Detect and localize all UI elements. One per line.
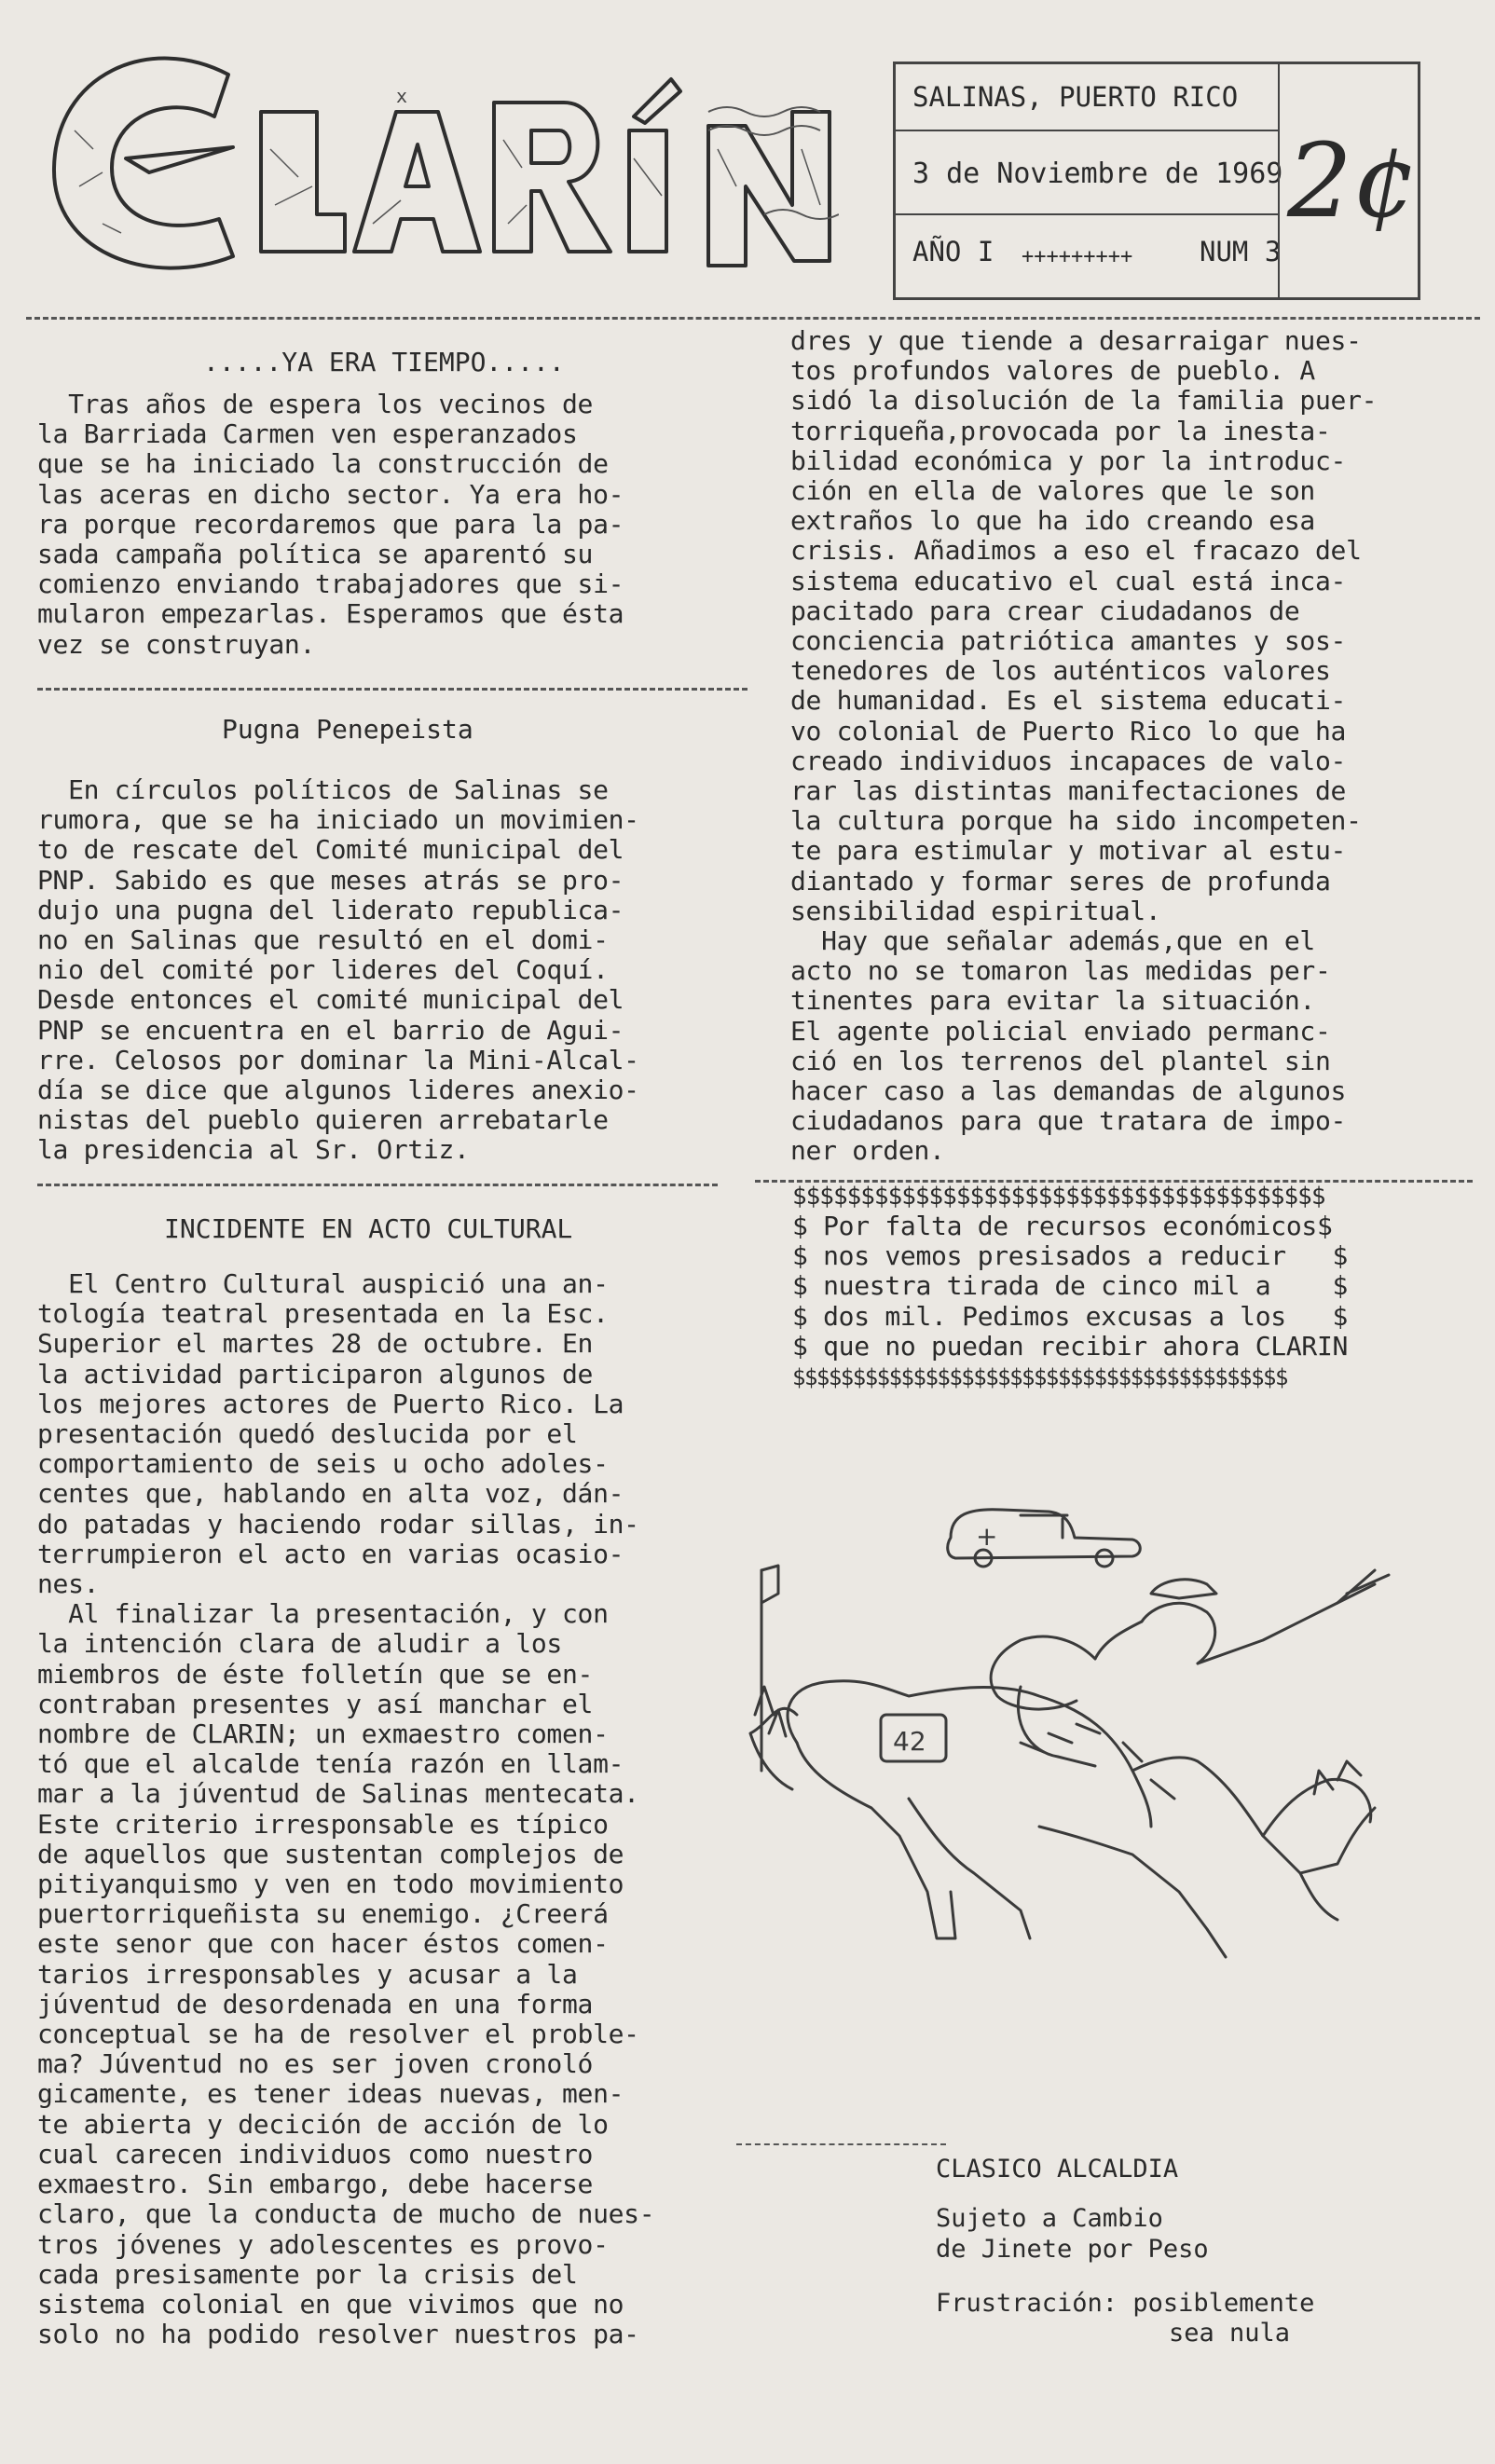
- svg-text:x: x: [396, 85, 408, 107]
- article3-heading: INCIDENTE EN ACTO CULTURAL: [164, 1213, 573, 1244]
- cartoon-caption-line: sea nula: [1169, 2319, 1291, 2348]
- date-box-divider: [896, 213, 1278, 215]
- date-box-divider: [896, 130, 1278, 131]
- masthead-separator: +++++++++: [1022, 245, 1133, 268]
- article1-body: Tras años de espera los vecinos de la Barriada Carmen ven esperanzados que se ha iniciado la construcción de las aceras en dicho sector. Ya era ho- ra porque recordaremos que para la pa- sada campaña política se aparentó su comienzo enviando trabajadores que si- mularon empezarlas. Esperamos que ésta vez se construyan.: [37, 389, 624, 660]
- cartoon-caption-line: Frustración: posiblemente: [936, 2289, 1315, 2318]
- column-rule: [37, 1184, 718, 1186]
- caption-rule: [736, 2143, 946, 2145]
- cartoon-caption-line: Sujeto a Cambio: [936, 2204, 1163, 2233]
- masthead-date: 3 de Noviembre de 1969: [912, 157, 1283, 190]
- cartoon-caption-title: CLASICO ALCALDIA: [936, 2155, 1179, 2183]
- jockey-cartoon-illustration: [741, 1500, 1412, 2097]
- cartoon-caption-line: de Jinete por Peso: [936, 2235, 1209, 2264]
- article1-heading: .....YA ERA TIEMPO.....: [203, 347, 565, 377]
- article3-body: El Centro Cultural auspició una an- tología teatral presentada en la Esc. Superior el martes 28 de octubre. En la actividad participaron algunos de los mejores actores de Puerto Rico. La presentación quedó deslucida por el comportamiento de seis u ocho adoles- centes que, hablando en alta voz, dán- do patadas y haciendo rodar sillas, in- terrumpieron el acto en varias ocasio- nes. Al finalizar la presentación, y con la intención clara de aludir a los miembros de éste folletín que se en- contraban presentes y así manchar el nombre de CLARIN; un exmaestro comen- tó que el alcalde tenía razón en llam- mar a la júventud de Salinas mentecata. Este criterio irresponsable es típico de aquellos que sustentan complejos de pitiyanquismo y ven en todo movimiento puertorriqueñista su enemigo. ¿Creerá este senor que con hacer éstos comen- tarios irresponsables y acusar a la júventud de desordenada en una forma conceptual se ha de resolver el proble- ma? Júventud no es ser joven cronoló gicamente, es tener ideas nuevas, men- te abierta y decición de acción de lo cual carecen individuos como nuestro exmaestro. Sin embargo, debe hacerse claro, que la conducta de mucho de nues- tros jóvenes y adolescentes es provo- cada presisamente por la crisis del sistema colonial en que vivimos que no solo no ha podido resolver nuestros pa-: [37, 1268, 655, 2350]
- notice-bottom-border: $$$$$$$$$$$$$$$$$$$$$$$$$$$$$$$$$$$$$$$$$: [792, 1364, 1287, 1390]
- masthead-city: SALINAS, PUERTO RICO: [912, 81, 1239, 113]
- masthead-price: 2¢: [1287, 121, 1418, 240]
- masthead-date-box: [893, 62, 1420, 300]
- date-box-divider: [1278, 64, 1280, 297]
- masthead-rule: [26, 317, 1480, 320]
- article2-heading: Pugna Penepeista: [222, 714, 473, 745]
- horse-number: 42: [893, 1726, 926, 1757]
- column-rule: [37, 688, 748, 691]
- notice-top-border: $$$$$$$$$$$$$$$$$$$$$$$$$$$$$$$$$$$$$$$: [792, 1183, 1325, 1211]
- article3-continuation: dres y que tiende a desarraigar nues- tos profundos valores de pueblo. A sidó la disolución de la familia puer- torriqueña,provocada por la inesta- bilidad económica y por la introduc- ción en ella de valores que le son extraños lo que ha ido creando esa crisis. Añadimos a eso el fracazo del sistema educativo el cual está inca- pacitado para crear ciudadanos de conciencia patriótica amantes y sos- tenedores de los auténticos valores de humanidad. Es el sistema educati- vo colonial de Puerto Rico lo que ha creado individuos incapaces de valo- rar las distintas manifectaciones de la cultura porque ha sido incompeten- te para estimular y motivar al estu- diantado y formar seres de profunda sensibilidad espiritual. Hay que señalar además,que en el acto no se tomaron las medidas per- tinentes para evitar la situación. El agente policial enviado permanc- ció en los terrenos del plantel sin hacer caso a las demandas de algunos ciudadanos para que tratara de impo- ner orden.: [790, 325, 1378, 1167]
- masthead-year: AÑO I: [912, 236, 994, 267]
- ambulance-cross-mark: +: [976, 1521, 998, 1552]
- clarin-masthead-logo: [37, 37, 839, 289]
- masthead-number: NUM 3: [1200, 236, 1282, 267]
- article2-body: En círculos políticos de Salinas se rumora, que se ha iniciado un movimien- to de rescate del Comité municipal del PNP. Sabido es que meses atrás se pro- dujo una pugna del liderato republica- no en Salinas que resultó en el domi- nio del comité por lideres del Coquí. Desde entonces el comité municipal del PNP se encuentra en el barrio de Agui- rre. Celosos por dominar la Mini-Alcal- día se dice que algunos lideres anexio- nistas del pueblo quieren arrebatarle la presidencia al Sr. Ortiz.: [37, 774, 639, 1166]
- notice-body: $ Por falta de recursos económicos$ $ nos vemos presisados a reducir $ $ nuestra tirada de cinco mil a $ $ dos mil. Pedimos excusas a los $ $ que no puedan recibir ahora CLARIN: [792, 1211, 1349, 1362]
